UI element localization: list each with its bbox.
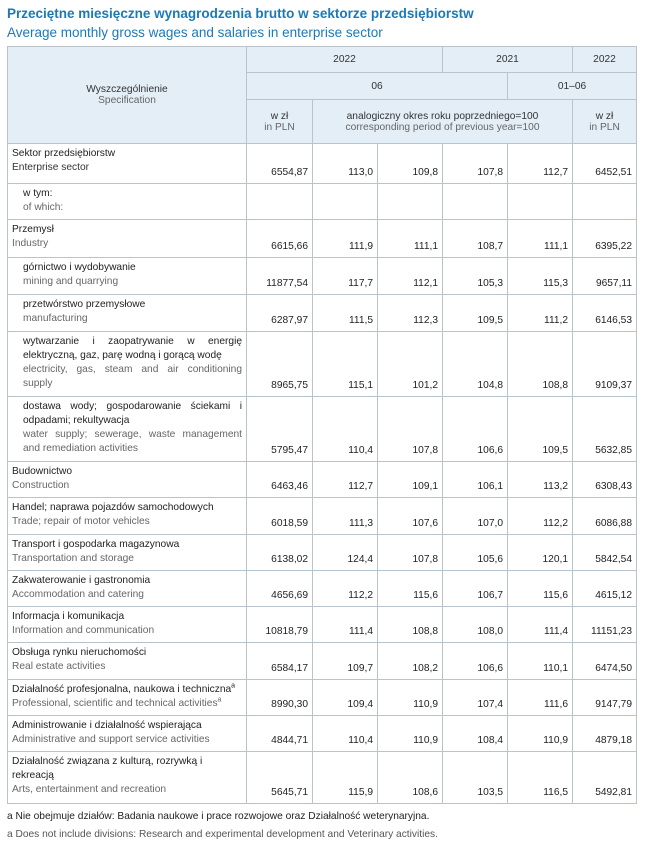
wages-table [7, 46, 637, 804]
footnote-marker: a [231, 682, 236, 690]
table-row: Administrowanie i działalność wspierająca Administrative and support service activities 4844,71 110,4 110,9 108,4 110,9 4879,18 [8, 716, 637, 752]
footnote-marker: a [217, 696, 222, 704]
header-index: analogiczny okres roku poprzedniego=100 corresponding period of previous year=100 [313, 100, 573, 144]
table-row: Działalność profesjonalna, naukowa i techniczna$^a$ Professional, scientific and technical activities$^a$ 8990,30 109,4 110,9 107,4 111,6 9147,79 [8, 680, 637, 716]
table-body [8, 144, 637, 804]
header-period-01-06: 01–06 [508, 73, 637, 100]
header-unit-pln-b: w zł in PLN [573, 100, 637, 144]
header-unit-pln: w zł in PLN [247, 100, 313, 144]
footnote-pl: a Nie obejmuje działów: Badania naukowe i prace rozwojowe oraz Działalność weterynaryjna. [7, 811, 430, 822]
table-row: Działalność związana z kulturą, rozrywką i rekreacją Arts, entertainment and recreation 5645,71 115,9 108,6 103,5 116,5 5492,81 [8, 752, 637, 804]
header-spec-pl: Wyszczególnienie [86, 84, 168, 95]
table-row: przetwórstwo przemysłowe manufacturing 6287,97 111,5 112,3 109,5 111,2 6146,53 [8, 295, 637, 332]
header-spec-en: Specification [98, 95, 156, 106]
table-row: Przemysł Industry 6615,66 111,9 111,1 108,7 111,1 6395,22 [8, 220, 637, 258]
table-row: Budownictwo Construction 6463,46 112,7 109,1 106,1 113,2 6308,43 [8, 462, 637, 498]
table-row: dostawa wody; gospodarowanie ściekami i odpadami; rekultywacja water supply; sewerage, waste management and remediation activities 5795,47 110,4 107,8 106,6 109,5 5632,85 [8, 397, 637, 462]
table-row: wytwarzanie i zaopatrywanie w energię elektryczną, gaz, parę wodną i gorącą wodę electricity, gas, steam and air conditioning supply 8965,75 115,1 101,2 104,8 108,8 9109,37 [8, 332, 637, 397]
header-year-2022: 2022 [247, 47, 443, 73]
table-title-english: Average monthly gross wages and salaries in enterprise sector [7, 25, 383, 40]
table-row: górnictwo i wydobywanie mining and quarrying 11877,54 117,7 112,1 105,3 115,3 9657,11 [8, 258, 637, 295]
header-year-2021: 2021 [443, 47, 573, 73]
table-row: Handel; naprawa pojazdów samochodowych Trade; repair of motor vehicles 6018,59 111,3 107,6 107,0 112,2 6086,88 [8, 498, 637, 535]
footnote-en: a Does not include divisions: Research and experimental development and Veterinary activities. [7, 829, 438, 840]
table-row: Informacja i komunikacja Information and communication 10818,79 111,4 108,8 108,0 111,4 11151,23 [8, 607, 637, 643]
table-row: Obsługa rynku nieruchomości Real estate activities 6584,17 109,7 108,2 106,6 110,1 6474,50 [8, 643, 637, 680]
header-period-06: 06 [247, 73, 508, 100]
table-row: Transport i gospodarka magazynowa Transportation and storage 6138,02 124,4 107,8 105,6 120,1 5842,54 [8, 535, 637, 571]
table-title: Przeciętne miesięczne wynagrodzenia brutto w sektorze przedsiębiorstw [7, 6, 474, 21]
table-row: Zakwaterowanie i gastronomia Accommodation and catering 4656,69 112,2 115,6 106,7 115,6 4615,12 [8, 571, 637, 607]
header-specification [8, 47, 247, 144]
header-year-2022-b: 2022 [573, 47, 637, 73]
table-row: w tym: of which: [8, 184, 637, 220]
table-row: Sektor przedsiębiorstw Enterprise sector 6554,87 113,0 109,8 107,8 112,7 6452,51 [8, 144, 637, 184]
